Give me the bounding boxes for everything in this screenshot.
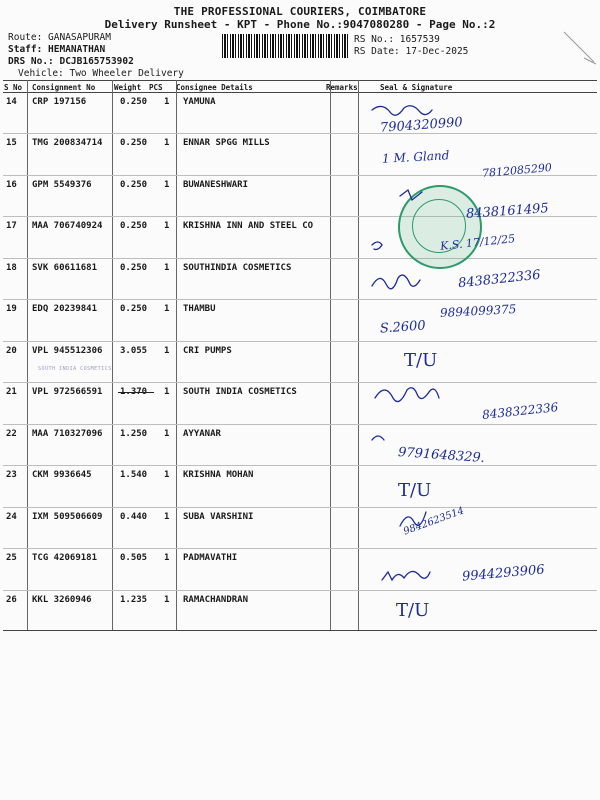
drs-label: DRS No.: DCJB165753902 <box>8 56 134 67</box>
header-remarks: Remarks <box>326 83 358 92</box>
header-consignee: Consignee Details <box>176 83 253 92</box>
row-consignee: CRI PUMPS <box>183 346 232 356</box>
row-sno: 22 <box>6 429 17 439</box>
row-sno: 24 <box>6 512 17 522</box>
row-pcs: 1 <box>164 97 170 107</box>
row-pcs: 1 <box>164 387 170 397</box>
row-pcs: 1 <box>164 470 170 480</box>
row-consignment: CKM 9936645 <box>32 470 92 480</box>
row-consignment: EDQ 20239841 <box>32 304 98 314</box>
header-weight: Weight <box>114 83 142 92</box>
row-sno: 25 <box>6 553 17 563</box>
rs-number: RS No.: 1657539 <box>354 34 440 45</box>
row-sno: 17 <box>6 221 17 231</box>
handwritten-r15-name: 1 M. Gland <box>381 148 450 166</box>
header-sno: S No <box>4 83 23 92</box>
header-seal: Seal & Signature <box>380 83 453 92</box>
row-consignment: IXM 509506609 <box>32 512 103 522</box>
row-pcs: 1 <box>164 304 170 314</box>
row-pcs: 1 <box>164 180 170 190</box>
signature-r14 <box>372 106 432 115</box>
header-consignment: Consignment No <box>32 83 96 92</box>
row-sno: 18 <box>6 263 17 273</box>
handwritten-r16: 8438161495 <box>465 201 550 222</box>
row-consignment: VPL 972566591 <box>32 387 103 397</box>
row-weight: 0.250 <box>120 138 148 148</box>
row-weight: 0.250 <box>120 263 148 273</box>
row-consignee: SUBA VARSHINI <box>183 512 254 522</box>
faint-stamp-text: SOUTH INDIA COSMETICS <box>38 366 112 372</box>
handwritten-r19-sign: S.2600 <box>379 318 427 337</box>
row-pcs: 1 <box>164 595 170 605</box>
row-pcs: 1 <box>164 429 170 439</box>
handwritten-r18: 8438322336 <box>457 267 542 292</box>
handwritten-r26: T/U <box>396 600 430 621</box>
vehicle-label: Vehicle: Two Wheeler Delivery <box>18 68 184 79</box>
row-consignment: CRP 197156 <box>32 97 87 107</box>
row-consignment: MAA 706740924 <box>32 221 103 231</box>
row-consignee: SOUTH INDIA COSMETICS <box>183 387 297 397</box>
row-weight: 1.250 <box>120 429 148 439</box>
row-consignee: AYYANAR <box>183 429 221 439</box>
row-consignment: TMG 200834714 <box>32 138 103 148</box>
row-sno: 23 <box>6 470 17 480</box>
route-label: Route: GANASAPURAM <box>8 32 111 43</box>
row-weight: 1.540 <box>120 470 148 480</box>
row-consignee: YAMUNA <box>183 97 216 107</box>
staff-label: Staff: HEMANATHAN <box>8 44 106 55</box>
runsheet-subtitle: Delivery Runsheet - KPT - Phone No.:9047080280 - Page No.:2 <box>104 18 496 31</box>
signature-r18 <box>372 275 420 289</box>
row-sno: 15 <box>6 138 17 148</box>
row-sno: 16 <box>6 180 17 190</box>
header-pcs: PCS <box>149 83 163 92</box>
runsheet-title: THE PROFESSIONAL COURIERS, COIMBATORE <box>173 5 427 18</box>
signature-r21 <box>375 388 439 402</box>
handwritten-r21: 8438322336 <box>481 400 559 422</box>
handwritten-r23: T/U <box>398 480 432 501</box>
row-consignment: TCG 42069181 <box>32 553 98 563</box>
handwritten-r24: 9842623514 <box>402 505 466 538</box>
signature-r17 <box>372 242 382 250</box>
row-consignment: KKL 3260946 <box>32 595 92 605</box>
handwritten-r22: 9791648329. <box>397 444 486 467</box>
row-consignee: PADMAVATHI <box>183 553 238 563</box>
row-weight: 0.250 <box>120 304 148 314</box>
signature-r25 <box>382 571 430 580</box>
handwritten-r15-phone: 7812085290 <box>481 160 553 181</box>
corner-mark <box>560 28 600 68</box>
row-sno: 19 <box>6 304 17 314</box>
row-consignee: KRISHNA MOHAN <box>183 470 254 480</box>
row-weight: 0.250 <box>120 180 148 190</box>
row-pcs: 1 <box>164 138 170 148</box>
row-weight: 0.440 <box>120 512 148 522</box>
row-weight: 0.250 <box>120 221 148 231</box>
row-consignee: KRISHNA INN AND STEEL CO <box>183 221 314 231</box>
row-sno: 21 <box>6 387 17 397</box>
row-sno: 20 <box>6 346 17 356</box>
row-consignment: GPM 5549376 <box>32 180 92 190</box>
signature-r22 <box>372 436 384 440</box>
handwritten-r19-phone: 9894099375 <box>439 302 517 320</box>
rs-date: RS Date: 17-Dec-2025 <box>354 46 469 57</box>
row-consignment: SVK 60611681 <box>32 263 98 273</box>
row-sno: 26 <box>6 595 17 605</box>
handwritten-r20: T/U <box>404 350 438 371</box>
handwritten-r25: 9944293906 <box>461 562 546 585</box>
row-consignee: BUWANESHWARI <box>183 180 249 190</box>
row-weight: 1.370 <box>120 387 148 397</box>
row-weight: 0.250 <box>120 97 148 107</box>
row-consignee: THAMBU <box>183 304 216 314</box>
row-pcs: 1 <box>164 512 170 522</box>
row-sno: 14 <box>6 97 17 107</box>
signature-r16 <box>400 190 422 200</box>
row-weight: 0.505 <box>120 553 148 563</box>
row-pcs: 1 <box>164 346 170 356</box>
row-consignee: RAMACHANDRAN <box>183 595 249 605</box>
row-consignee: ENNAR SPGG MILLS <box>183 138 270 148</box>
row-consignment: VPL 945512306 <box>32 346 103 356</box>
row-pcs: 1 <box>164 263 170 273</box>
row-weight: 1.235 <box>120 595 148 605</box>
row-consignee: SOUTHINDIA COSMETICS <box>183 263 292 273</box>
row-pcs: 1 <box>164 221 170 231</box>
handwritten-r14: 7904320990 <box>379 115 464 136</box>
row-weight: 3.055 <box>120 346 148 356</box>
row-consignment: MAA 710327096 <box>32 429 103 439</box>
row-pcs: 1 <box>164 553 170 563</box>
handwritten-r17: K.S. 17/12/25 <box>439 232 516 253</box>
